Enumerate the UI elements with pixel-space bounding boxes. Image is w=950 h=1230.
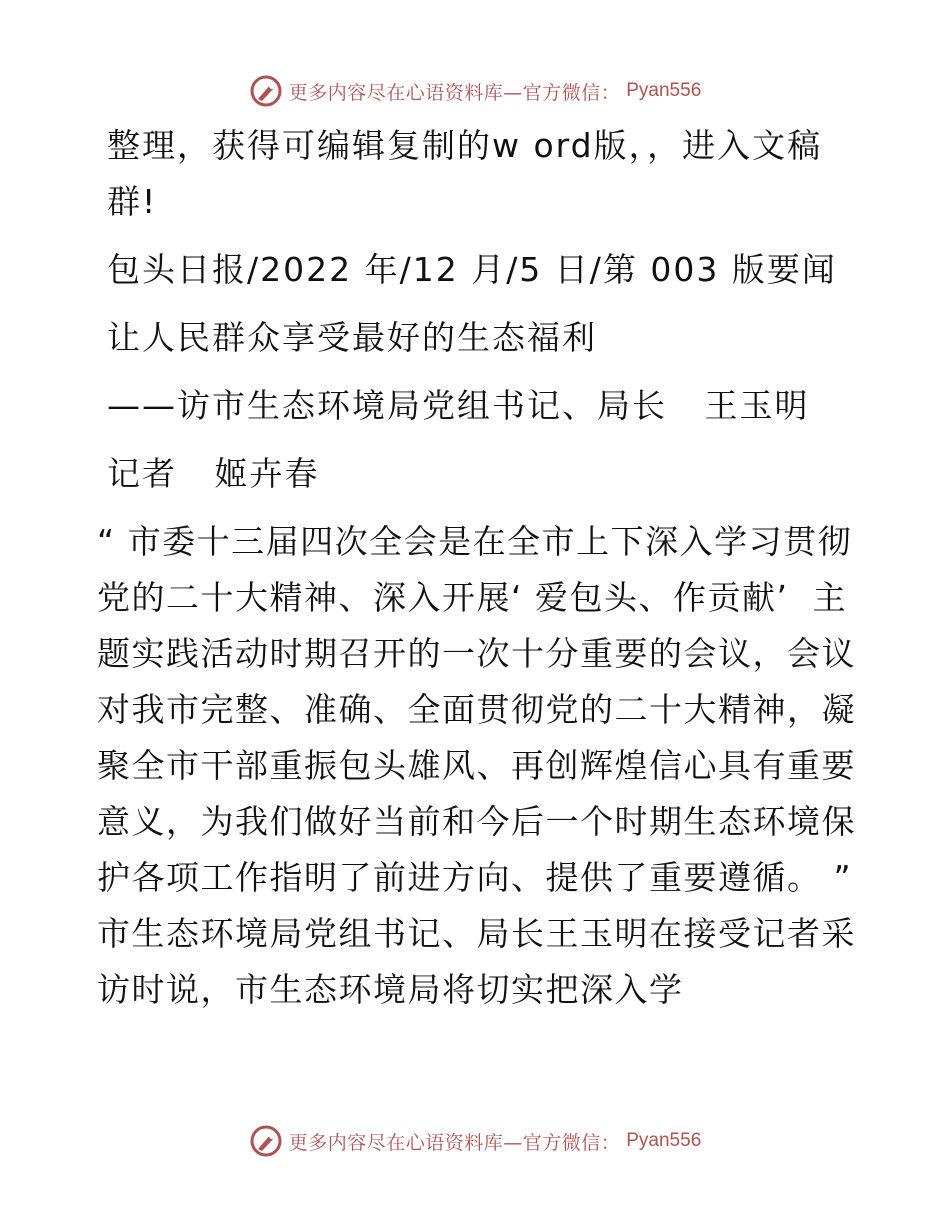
footer-watermark	[0, 1124, 950, 1158]
watermark-wechat-handle: Pyan556	[626, 1130, 702, 1151]
watermark-text: 更多内容尽在心语资料库—官方微信：	[288, 1131, 621, 1154]
article-body-paragraph: “ 市委十三届四次全会是在全市上下深入学习贯彻党的二十大精神、深入开展‘ 爱包头、作贡献’ 主题实践活动时期召开的一次十分重要的会议，会议对我市完整、准确、全面贯彻党的二十大精神，凝聚全市干部重振包头雄风、再创辉煌信心具有重要意义，为我们做好当前和今后一个时期生态环境保护各项工作指明了前进方向、提供了重要遵循。 ” 市生态环境局党组书记、局长王玉明在接受记者采访时说，市生态环境局将切实把深入学	[97, 522, 877, 1009]
pen-logo-icon	[249, 1124, 283, 1158]
source-line: 包头日报/2022 年/12 月/5 日/第 003 版要闻	[107, 250, 837, 289]
intro-note: 整理，获得可编辑复制的w ord版，，进入文稿群!	[107, 126, 823, 221]
pen-logo-icon	[249, 74, 283, 108]
header-watermark	[0, 74, 950, 108]
watermark-text: 更多内容尽在心语资料库—官方微信：	[288, 81, 621, 104]
article-subheadline: ——访市生态环境局党组书记、局长 王玉明	[107, 386, 810, 425]
document-body	[97, 118, 877, 1018]
article-byline: 记者 姬卉春	[107, 454, 320, 493]
watermark-wechat-handle: Pyan556	[626, 80, 702, 101]
article-headline: 让人民群众享受最好的生态福利	[107, 318, 597, 357]
